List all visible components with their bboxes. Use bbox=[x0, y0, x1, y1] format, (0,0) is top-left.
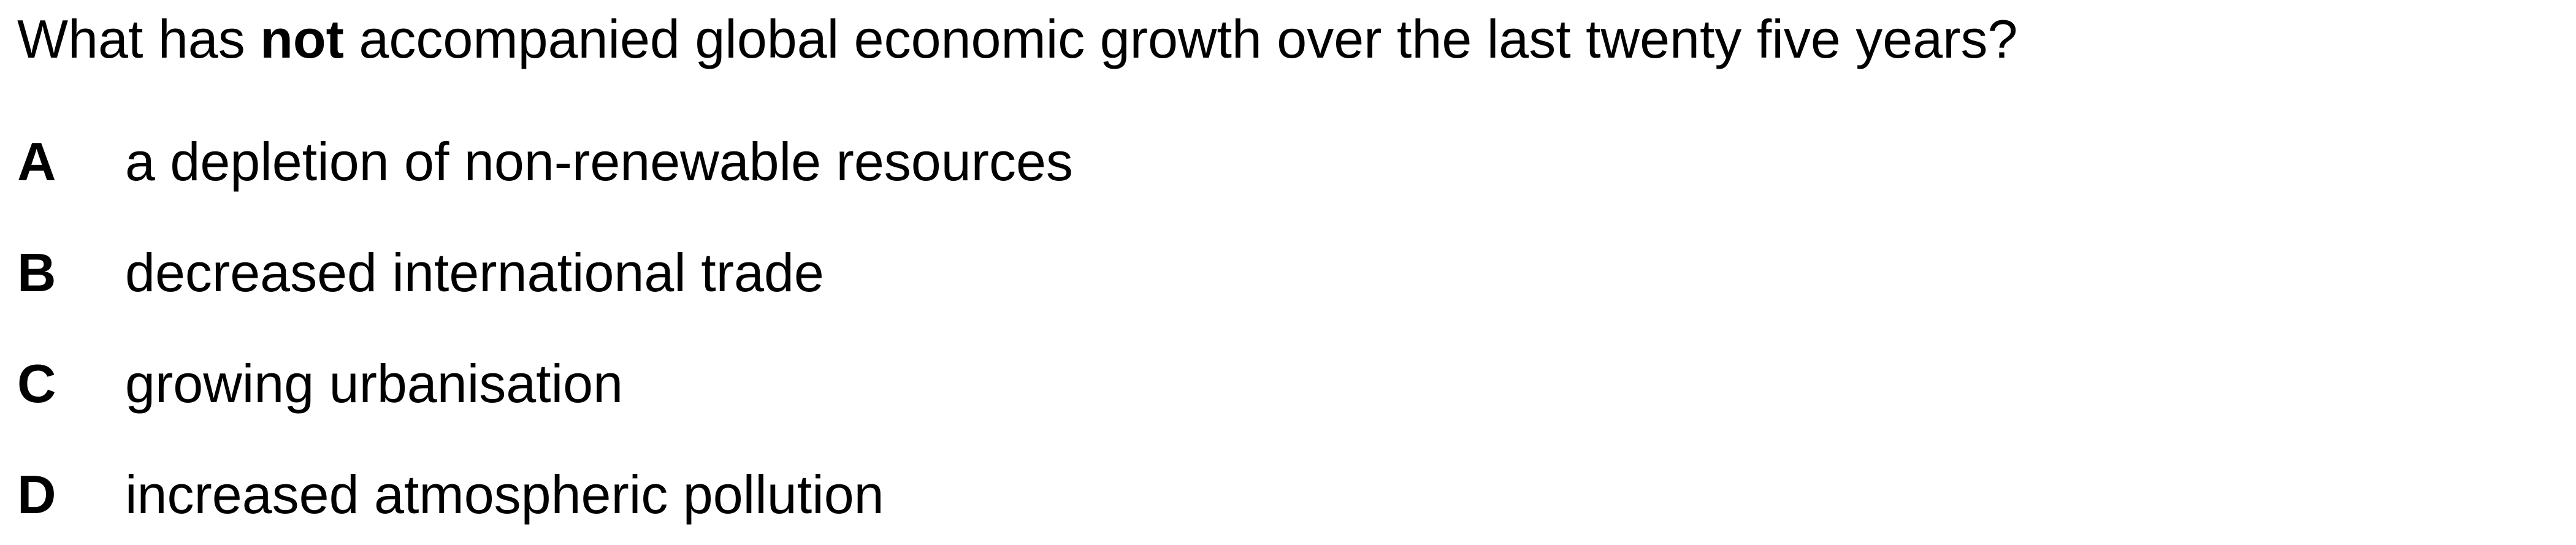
answer-option-c[interactable] bbox=[17, 353, 623, 414]
option-letter: C bbox=[17, 353, 56, 414]
answer-option-a[interactable] bbox=[17, 131, 1073, 192]
question-text-end: accompanied global economic growth over the last twenty five years? bbox=[343, 9, 2018, 69]
question-emphasis: not bbox=[260, 9, 344, 69]
option-text: increased atmospheric pollution bbox=[125, 464, 884, 525]
option-letter: D bbox=[17, 464, 56, 525]
answer-option-d[interactable] bbox=[17, 464, 884, 525]
answer-option-b[interactable] bbox=[17, 242, 824, 303]
option-letter: B bbox=[17, 242, 56, 303]
question-text-start: What has bbox=[17, 9, 261, 69]
option-text: growing urbanisation bbox=[125, 353, 624, 414]
option-letter: A bbox=[17, 131, 56, 192]
question-text bbox=[17, 9, 2017, 70]
option-text: decreased international trade bbox=[125, 242, 824, 303]
option-text: a depletion of non-renewable resources bbox=[125, 131, 1073, 192]
